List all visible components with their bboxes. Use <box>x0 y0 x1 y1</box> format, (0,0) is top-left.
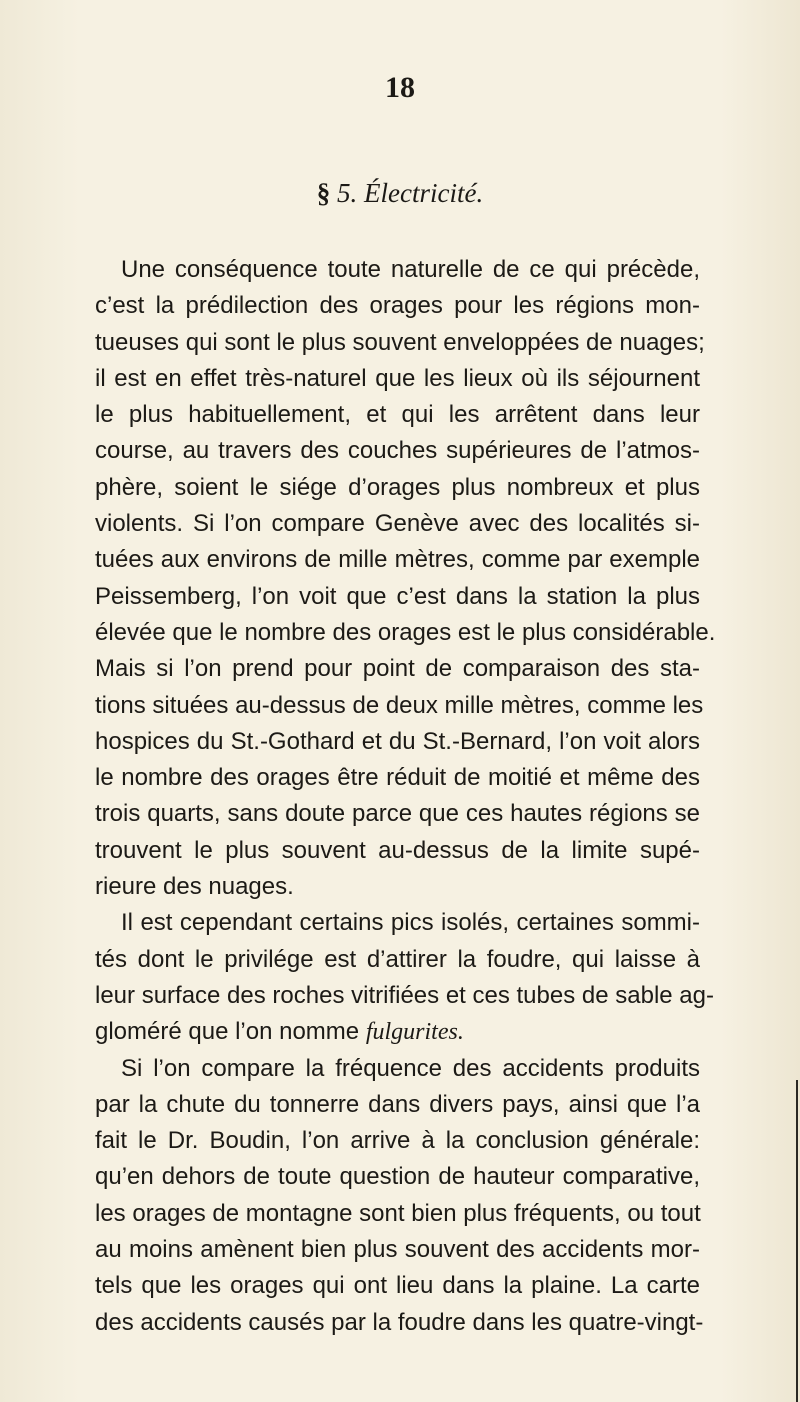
text-line: Si l’on compare la fréquence des accidents produits <box>121 1054 700 1082</box>
text-line: le nombre des orages être réduit de moitié et même des <box>95 764 700 792</box>
text-line: élevée que le nombre des orages est le plus considérable. <box>95 618 716 646</box>
text-line: tés dont le privilége est d’attirer la foudre, qui laisse à <box>95 945 700 973</box>
text-line: course, au travers des couches supérieures de l’atmos- <box>95 437 700 465</box>
text-line: c’est la prédilection des orages pour les régions mon- <box>95 292 700 320</box>
text-line: Mais si l’on prend pour point de comparaison des sta- <box>95 655 700 683</box>
text-line: fait le Dr. Boudin, l’on arrive à la conclusion générale: <box>95 1127 700 1155</box>
text-line: Une conséquence toute naturelle de ce qui précède, <box>121 256 700 283</box>
text-line: rieure des nuages. <box>95 873 294 901</box>
text-line: qu’en dehors de toute question de hauteur comparative, <box>95 1163 700 1191</box>
section-title: Électricité. <box>364 178 484 208</box>
fulgurites-term: fulgurites. <box>365 1019 464 1046</box>
text-line: les orages de montagne sont bien plus fréquents, ou tout <box>95 1199 701 1227</box>
text-line: Peissemberg, l’on voit que c’est dans la station la plus <box>95 582 700 610</box>
text-line: tions situées au-dessus de deux mille mètres, comme les <box>95 691 704 719</box>
text-line: le plus habituellement, et qui les arrêtent dans leur <box>95 401 700 429</box>
section-mark: § <box>316 178 331 208</box>
page-edge-line <box>796 1080 798 1402</box>
text-line: Il est cependant certains pics isolés, certaines sommi- <box>121 909 700 937</box>
text-line: leur surface des roches vitrifiées et ces tubes de sable ag- <box>95 981 714 1009</box>
section-heading <box>0 178 800 208</box>
text-line <box>95 1014 700 1050</box>
text-line: au moins amènent bien plus souvent des accidents mor- <box>95 1236 700 1264</box>
text-line: tels que les orages qui ont lieu dans la plaine. La carte <box>95 1272 700 1300</box>
page-number: 18 <box>385 71 415 104</box>
text-line: phère, soient le siége d’orages plus nombreux et plus <box>95 473 700 501</box>
text-line: tueuses qui sont le plus souvent enveloppées de nuages; <box>95 328 705 356</box>
text-line: violents. Si l’on compare Genève avec des localités si- <box>95 510 700 538</box>
body-text <box>95 252 716 1341</box>
text-line: des accidents causés par la foudre dans les quatre-vingt- <box>95 1308 704 1336</box>
text-line: il est en effet très-naturel que les lieux où ils séjournent <box>95 364 700 392</box>
paragraph-2 <box>95 905 714 1050</box>
text-line: hospices du St.-Gothard et du St.-Bernard, l’on voit alors <box>95 727 700 755</box>
paragraph-3 <box>95 1051 704 1341</box>
paragraph-1 <box>95 252 716 905</box>
text-line: tuées aux environs de mille mètres, comme par exemple <box>95 546 700 574</box>
text-line-prefix: gloméré que l’on nomme <box>95 1018 366 1046</box>
text-line: trois quarts, sans doute parce que ces hautes régions se <box>95 800 700 828</box>
text-line: trouvent le plus souvent au-dessus de la limite supé- <box>95 836 700 864</box>
section-number: 5. <box>337 178 358 208</box>
text-line: par la chute du tonnerre dans divers pays, ainsi que l’a <box>95 1090 700 1118</box>
